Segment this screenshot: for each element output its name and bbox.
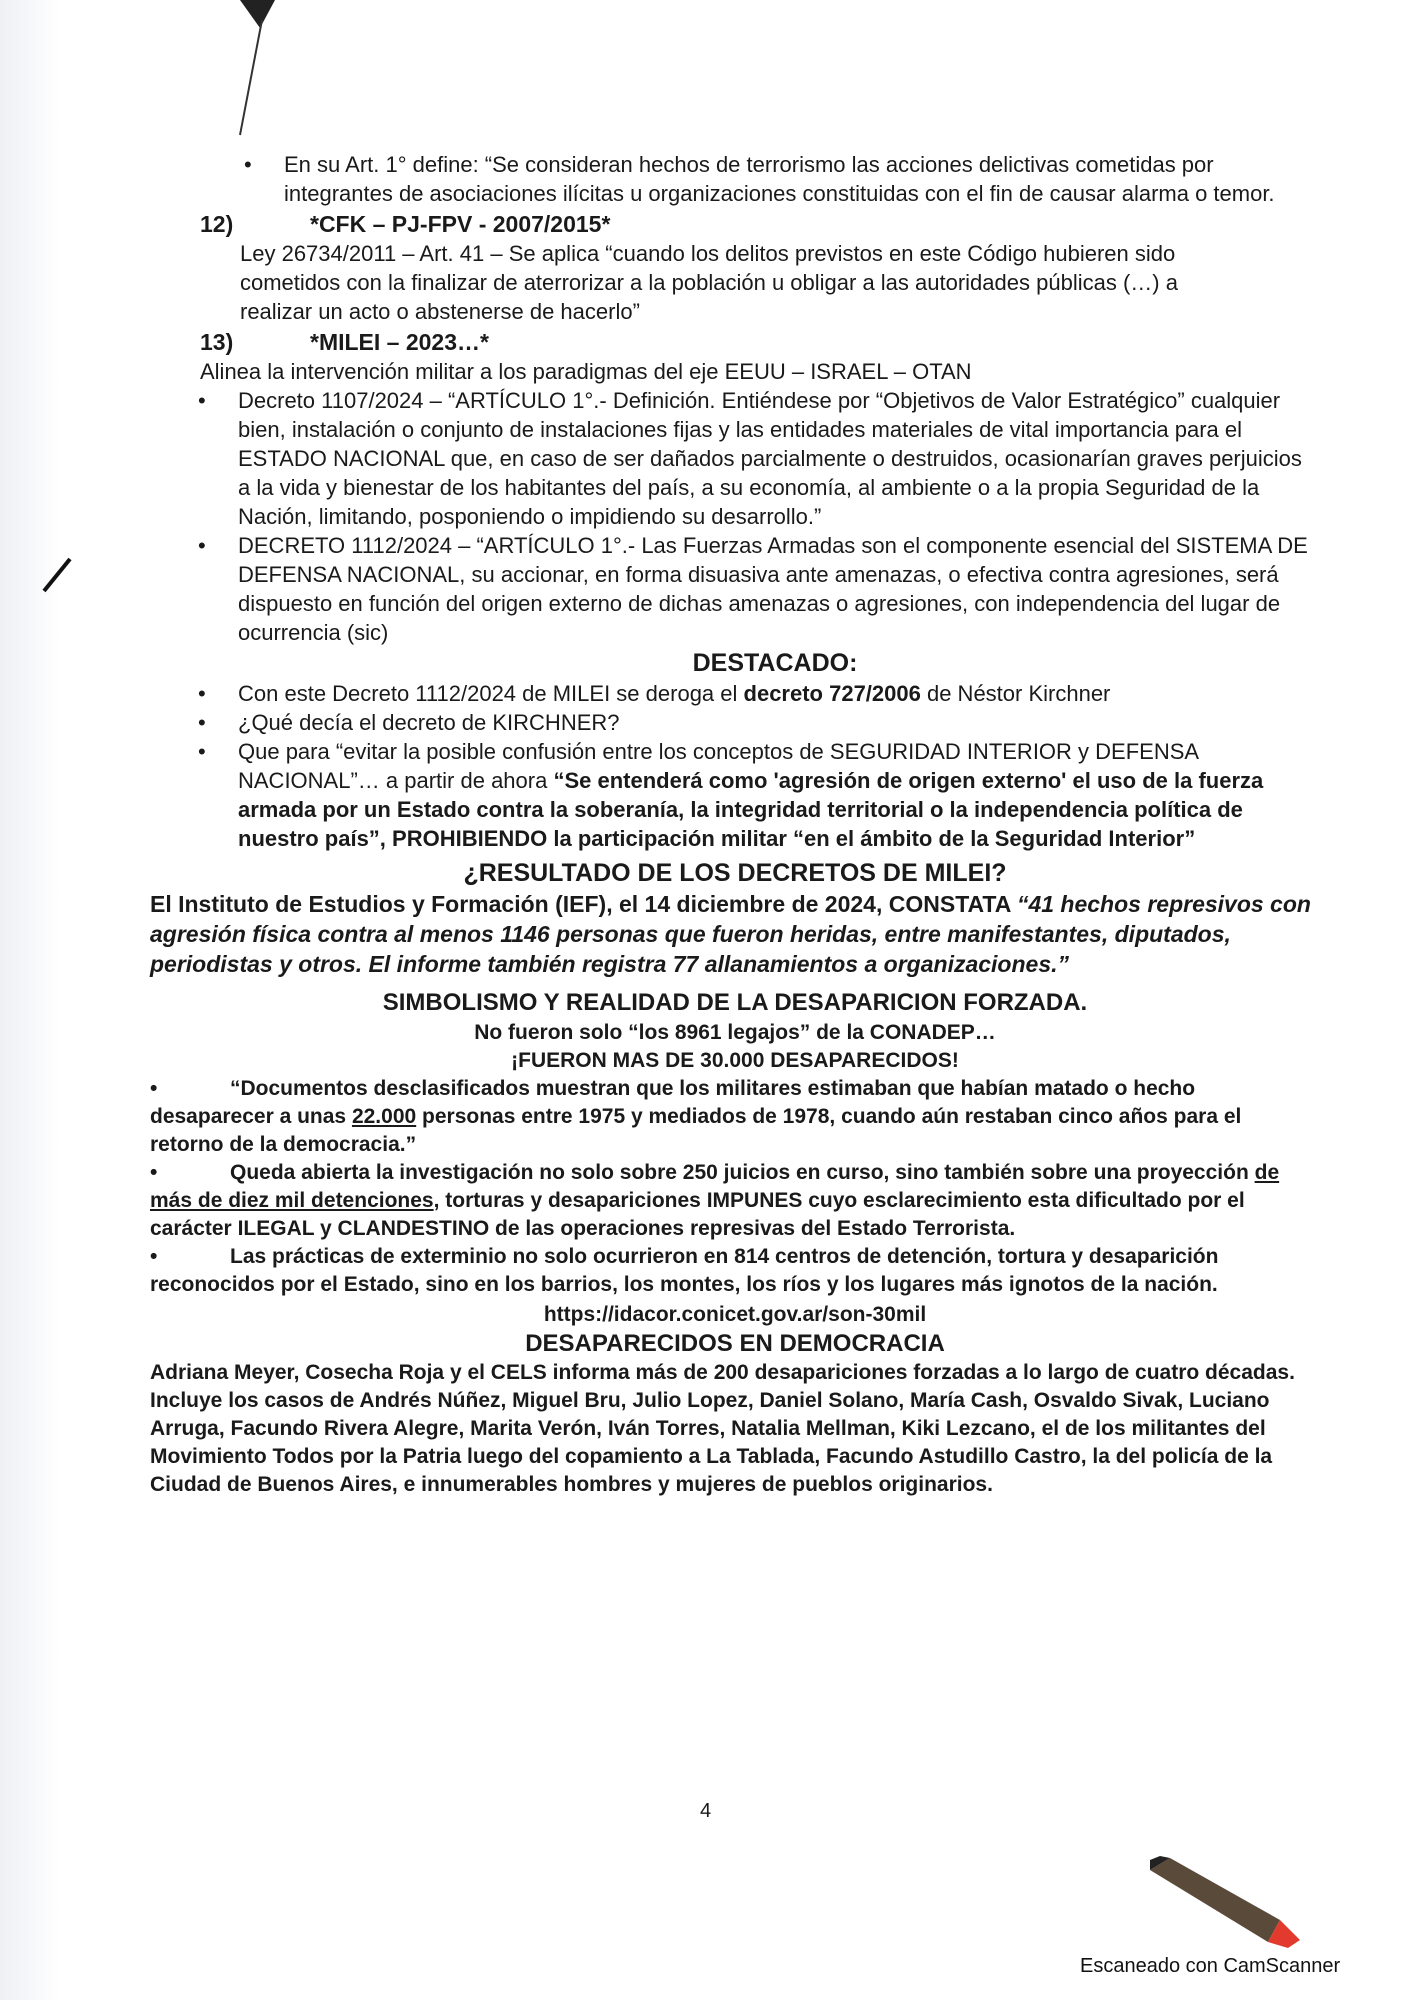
ief-quote: “41 hechos represivos con agresión física contra al menos 1146 personas que fueron heridas, entre manifestantes, diputados, periodistas y otros. El informe también registra 77 allanamientos a organizaciones.” bbox=[150, 891, 1311, 977]
ief-paragraph bbox=[150, 889, 1320, 979]
heading-12 bbox=[200, 210, 1320, 239]
desaparecidos-democracia-text: Adriana Meyer, Cosecha Roja y el CELS informa más de 200 desapariciones forzadas a lo largo de cuatro décadas. Incluye los casos de Andrés Núñez, Miguel Bru, Julio Lopez, Daniel Solano, María Cash, Osvaldo Sivak, Luciano Arruga, Facundo Rivera Alegre, Marita Verón, Iván Torres, Natalia Mellman, Kiki Lezcano, el de los militantes del Movimiento Todos por la Patria luego del copamiento a La Tablada, Facundo Astudillo Castro, la del policía de la Ciudad de Buenos Aires, e innumerables hombres y mujeres de pueblos originarios. bbox=[150, 1361, 1295, 1496]
ley-26734-text: Ley 26734/2011 – Art. 41 – Se aplica “cuando los delitos previstos en este Código hubieren sido cometidos con la finalizar de aterrorizar a la población u obligar a las autoridades públicas (…) a realizar un acto o abstenerse de hacerlo” bbox=[240, 241, 1178, 324]
margin-pen-mark bbox=[40, 555, 80, 595]
queda-text-b: , torturas y desapariciones IMPUNES cuyo esclarecimiento esta dificultado por el carácter ILEGAL y CLANDESTINO de las operaciones represivas del Estado Terrorista. bbox=[150, 1189, 1245, 1240]
destacado-heading: DESTACADO: bbox=[692, 649, 858, 677]
heading-12-title: *CFK – PJ-FPV - 2007/2015* bbox=[310, 211, 611, 237]
queda-paragraph bbox=[150, 1159, 1320, 1243]
bullet-art1: • En su Art. 1° define: “Se consideran hechos de terrorismo las acciones delictivas cometidas por integrantes de asociaciones ilícitas u organizaciones constituidas con el fin de causar alarma o temor. bbox=[240, 150, 1320, 208]
desaparicion-section bbox=[150, 1075, 1320, 1499]
que-para-text-b: “Se entenderá como 'agresión de origen externo' el uso de la fuerza armada por un Estado contra la soberanía, la integridad territorial o la independencia política de nuestro país”, PROHIBIENDO la participación militar “en el ámbito de la Seguridad Interior” bbox=[238, 768, 1264, 851]
heading-13-title: *MILEI – 2023…* bbox=[310, 329, 489, 355]
ief-text-a: El Instituto de Estudios y Formación (IEF), el 14 diciembre de 2024, CONSTATA bbox=[150, 891, 1017, 917]
bullet-que-para bbox=[194, 737, 1320, 853]
camscanner-pencil-icon bbox=[1150, 1850, 1310, 1950]
practicas-paragraph bbox=[150, 1243, 1320, 1299]
queda-underlined: de más de diez mil detenciones bbox=[150, 1161, 1280, 1212]
documentos-paragraph bbox=[150, 1075, 1320, 1159]
documentos-text-b: personas entre 1975 y mediados de 1978, cuando aún restaban cinco años para el retorno de la democracia.” bbox=[150, 1105, 1242, 1156]
heading-12-number: 12) bbox=[200, 211, 234, 237]
bullet-mark-1: • bbox=[150, 1077, 158, 1100]
bullet-decreto-1112: • DECRETO 1112/2024 – “ARTÍCULO 1°.- Las Fuerzas Armadas son el componente esencial del SISTEMA DE DEFENSA NACIONAL, su accionar, en forma disuasiva ante amenazas, o efectiva contra agresiones, será dispuesto en función del origen externo de dichas amenazas o agresiones, con independencia del lugar de ocurrencia (sic) bbox=[194, 531, 1320, 647]
simbolismo-heading: SIMBOLISMO Y REALIDAD DE LA DESAPARICION FORZADA. bbox=[382, 989, 1088, 1016]
no-fueron-line: No fueron solo “los 8961 legajos” de la CONADEP… bbox=[474, 1021, 996, 1044]
corner-fold-mark bbox=[230, 0, 290, 140]
desaparecidos-democracia-heading: DESAPARECIDOS EN DEMOCRACIA bbox=[525, 1330, 945, 1357]
heading-13 bbox=[200, 328, 1320, 357]
resultado-heading: ¿RESULTADO DE LOS DECRETOS DE MILEI? bbox=[463, 859, 1007, 887]
deroga-decreto-727: decreto 727/2006 bbox=[743, 681, 921, 706]
bullet-mark-2: • bbox=[150, 1161, 158, 1184]
documentos-text-a: “Documentos desclasificados muestran que los militares estimaban que habían matado o hecho desaparecer a unas bbox=[150, 1077, 1196, 1128]
source-url: https://idacor.conicet.gov.ar/son-30mil bbox=[543, 1303, 927, 1326]
deroga-text-a: Con este Decreto 1112/2024 de MILEI se deroga el bbox=[238, 681, 744, 706]
deroga-text-c: de Néstor Kirchner bbox=[920, 681, 1111, 706]
page-shadow bbox=[0, 0, 60, 2000]
heading-13-number: 13) bbox=[200, 329, 234, 355]
fueron-mas-line: ¡FUERON MAS DE 30.000 DESAPARECIDOS! bbox=[511, 1049, 959, 1072]
que-para-text-a: Que para “evitar la posible confusión entre los conceptos de SEGURIDAD INTERIOR y DEFENSA NACIONAL”… a partir de ahora bbox=[238, 739, 1198, 793]
bullet-pregunta-kirchner: • ¿Qué decía el decreto de KIRCHNER? bbox=[194, 708, 1320, 737]
camscanner-watermark: Escaneado con CamScanner bbox=[1080, 1955, 1341, 1977]
bullet-mark-3: • bbox=[150, 1245, 158, 1268]
bullet-decreto-1107: • Decreto 1107/2024 – “ARTÍCULO 1°.- Definición. Entiéndese por “Objetivos de Valor Estratégico” cualquier bien, instalación o conjunto de instalaciones fijas y las entidades materiales de vital importancia para el ESTADO NACIONAL que, en caso de ser dañados parcialmente o destruidos, ocasionarían graves perjuicios a la vida y bienestar de los habitantes del país, a su economía, al ambiente o a la propia Seguridad de la Nación, limitando, posponiendo o impidiendo su desarrollo.” bbox=[194, 386, 1320, 531]
page-number: 4 bbox=[700, 1800, 712, 1822]
documentos-22000: 22.000 bbox=[351, 1105, 417, 1128]
bullet-deroga bbox=[194, 679, 1320, 708]
alinea-text: Alinea la intervención militar a los paradigmas del eje EEUU – ISRAEL – OTAN bbox=[200, 359, 972, 384]
document-body bbox=[150, 150, 1320, 1499]
practicas-text: Las prácticas de exterminio no solo ocurrieron en 814 centros de detención, tortura y desaparición reconocidos por el Estado, sino en los barrios, los montes, los ríos y los lugares más ignotos de la nación. bbox=[150, 1245, 1219, 1296]
queda-text-a: Queda abierta la investigación no solo sobre 250 juicios en curso, sino también sobre una proyección bbox=[230, 1161, 1255, 1184]
